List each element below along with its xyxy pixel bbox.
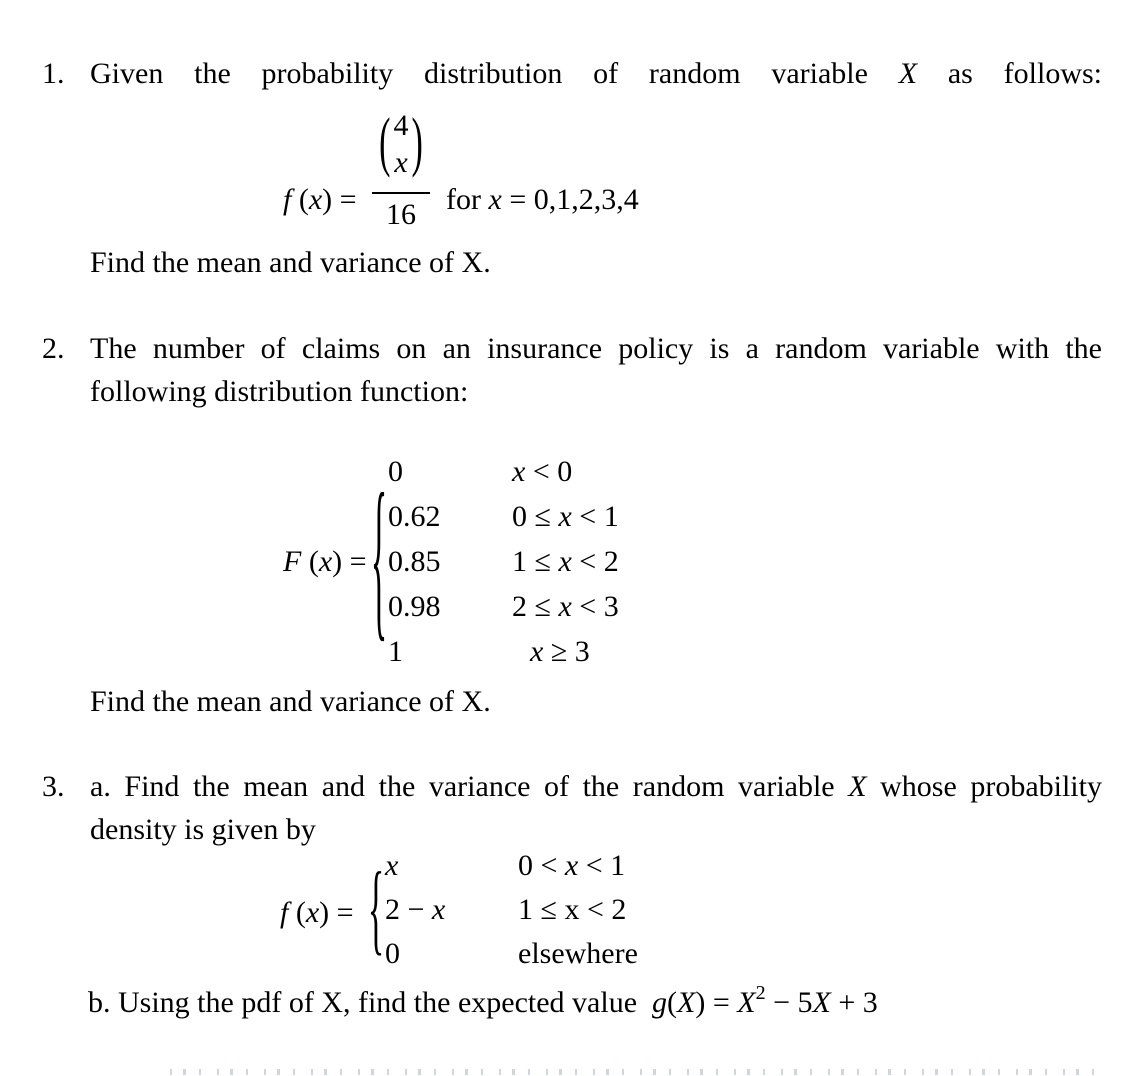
- pdf-lhs: f (x) =: [280, 896, 354, 929]
- right-paren: ): [411, 106, 423, 180]
- question-2-text: [90, 327, 1102, 413]
- case-condition: 0 ≤ x < 1: [512, 499, 619, 533]
- fraction-denominator: 16: [386, 198, 416, 231]
- formula-1-domain: for x = 0,1,2,3,4: [446, 183, 639, 216]
- binomial-coefficient: [372, 101, 430, 187]
- cdf-case-row: [388, 494, 619, 539]
- case-condition: 2 ≤ x < 3: [512, 589, 619, 623]
- question-3-line1: a. Find the mean and the variance of the random variable X whose probability: [90, 770, 1102, 803]
- curly-brace: {: [370, 463, 388, 660]
- case-value: 0.85: [388, 544, 441, 578]
- case-condition: x < 0: [512, 454, 573, 488]
- case-value: 0: [385, 937, 400, 970]
- case-value: x: [385, 849, 399, 882]
- binomial-entries: [391, 108, 412, 179]
- question-3: [42, 765, 1102, 851]
- cdf-lhs: F (x) =: [283, 545, 367, 578]
- pdf-case-row: [385, 888, 638, 932]
- question-3b-line: b. Using the pdf of X, find the expected value $g(X) = X^2 - 5X + 3$: [88, 982, 878, 1019]
- left-paren: (: [379, 106, 391, 180]
- question-1-number: 1.: [42, 57, 65, 90]
- pdf-case-row: [385, 932, 638, 976]
- question-3-text: [90, 765, 1102, 851]
- cdf-cases: [388, 449, 619, 674]
- fraction-bar: [372, 192, 430, 194]
- question-1-intro: Given the probability distribution of random variable X as follows:: [90, 57, 1102, 90]
- cdf-case-row: [388, 629, 619, 674]
- question-2-task: Find the mean and variance of X.: [90, 685, 491, 718]
- binomial-top: 4: [393, 108, 409, 142]
- cdf-case-row: [388, 584, 619, 629]
- cdf-case-row: [388, 449, 619, 494]
- cdf-left-brace: [371, 449, 387, 679]
- question-2-line2: following distribution function:: [90, 375, 469, 408]
- pdf-case-row: [385, 844, 638, 888]
- question-3-line2: density is given by: [90, 813, 316, 846]
- cutoff-text-remnant: [170, 1069, 1105, 1075]
- question-1-task: Find the mean and variance of X.: [90, 246, 491, 279]
- pdf-left-brace: [368, 846, 384, 978]
- case-value: 0: [388, 454, 403, 488]
- binomial-bottom: x: [394, 145, 408, 179]
- cdf-case-row: [388, 539, 619, 584]
- formula-1-lhs: f (x) =: [283, 183, 357, 216]
- question-2-number: 2.: [42, 332, 65, 365]
- case-value: 2 − x: [385, 893, 446, 926]
- question-2: [42, 327, 1102, 413]
- pdf-cases: [385, 844, 638, 976]
- case-condition: 1 ≤ x < 2: [512, 544, 619, 578]
- case-condition: elsewhere: [518, 937, 638, 970]
- curly-brace: {: [367, 855, 385, 966]
- case-condition: x ≥ 3: [530, 634, 590, 668]
- case-value: 0.98: [388, 589, 441, 623]
- question-3-number: 3.: [42, 770, 65, 803]
- formula-1-fraction: [372, 101, 430, 230]
- question-1: [42, 57, 1102, 91]
- question-2-line1: The number of claims on an insurance policy is a random variable with the: [90, 332, 1102, 365]
- case-condition: 0 < x < 1: [518, 849, 626, 882]
- case-value: 1: [388, 634, 403, 668]
- case-condition: 1 ≤ x < 2: [518, 893, 627, 926]
- case-value: 0.62: [388, 499, 441, 533]
